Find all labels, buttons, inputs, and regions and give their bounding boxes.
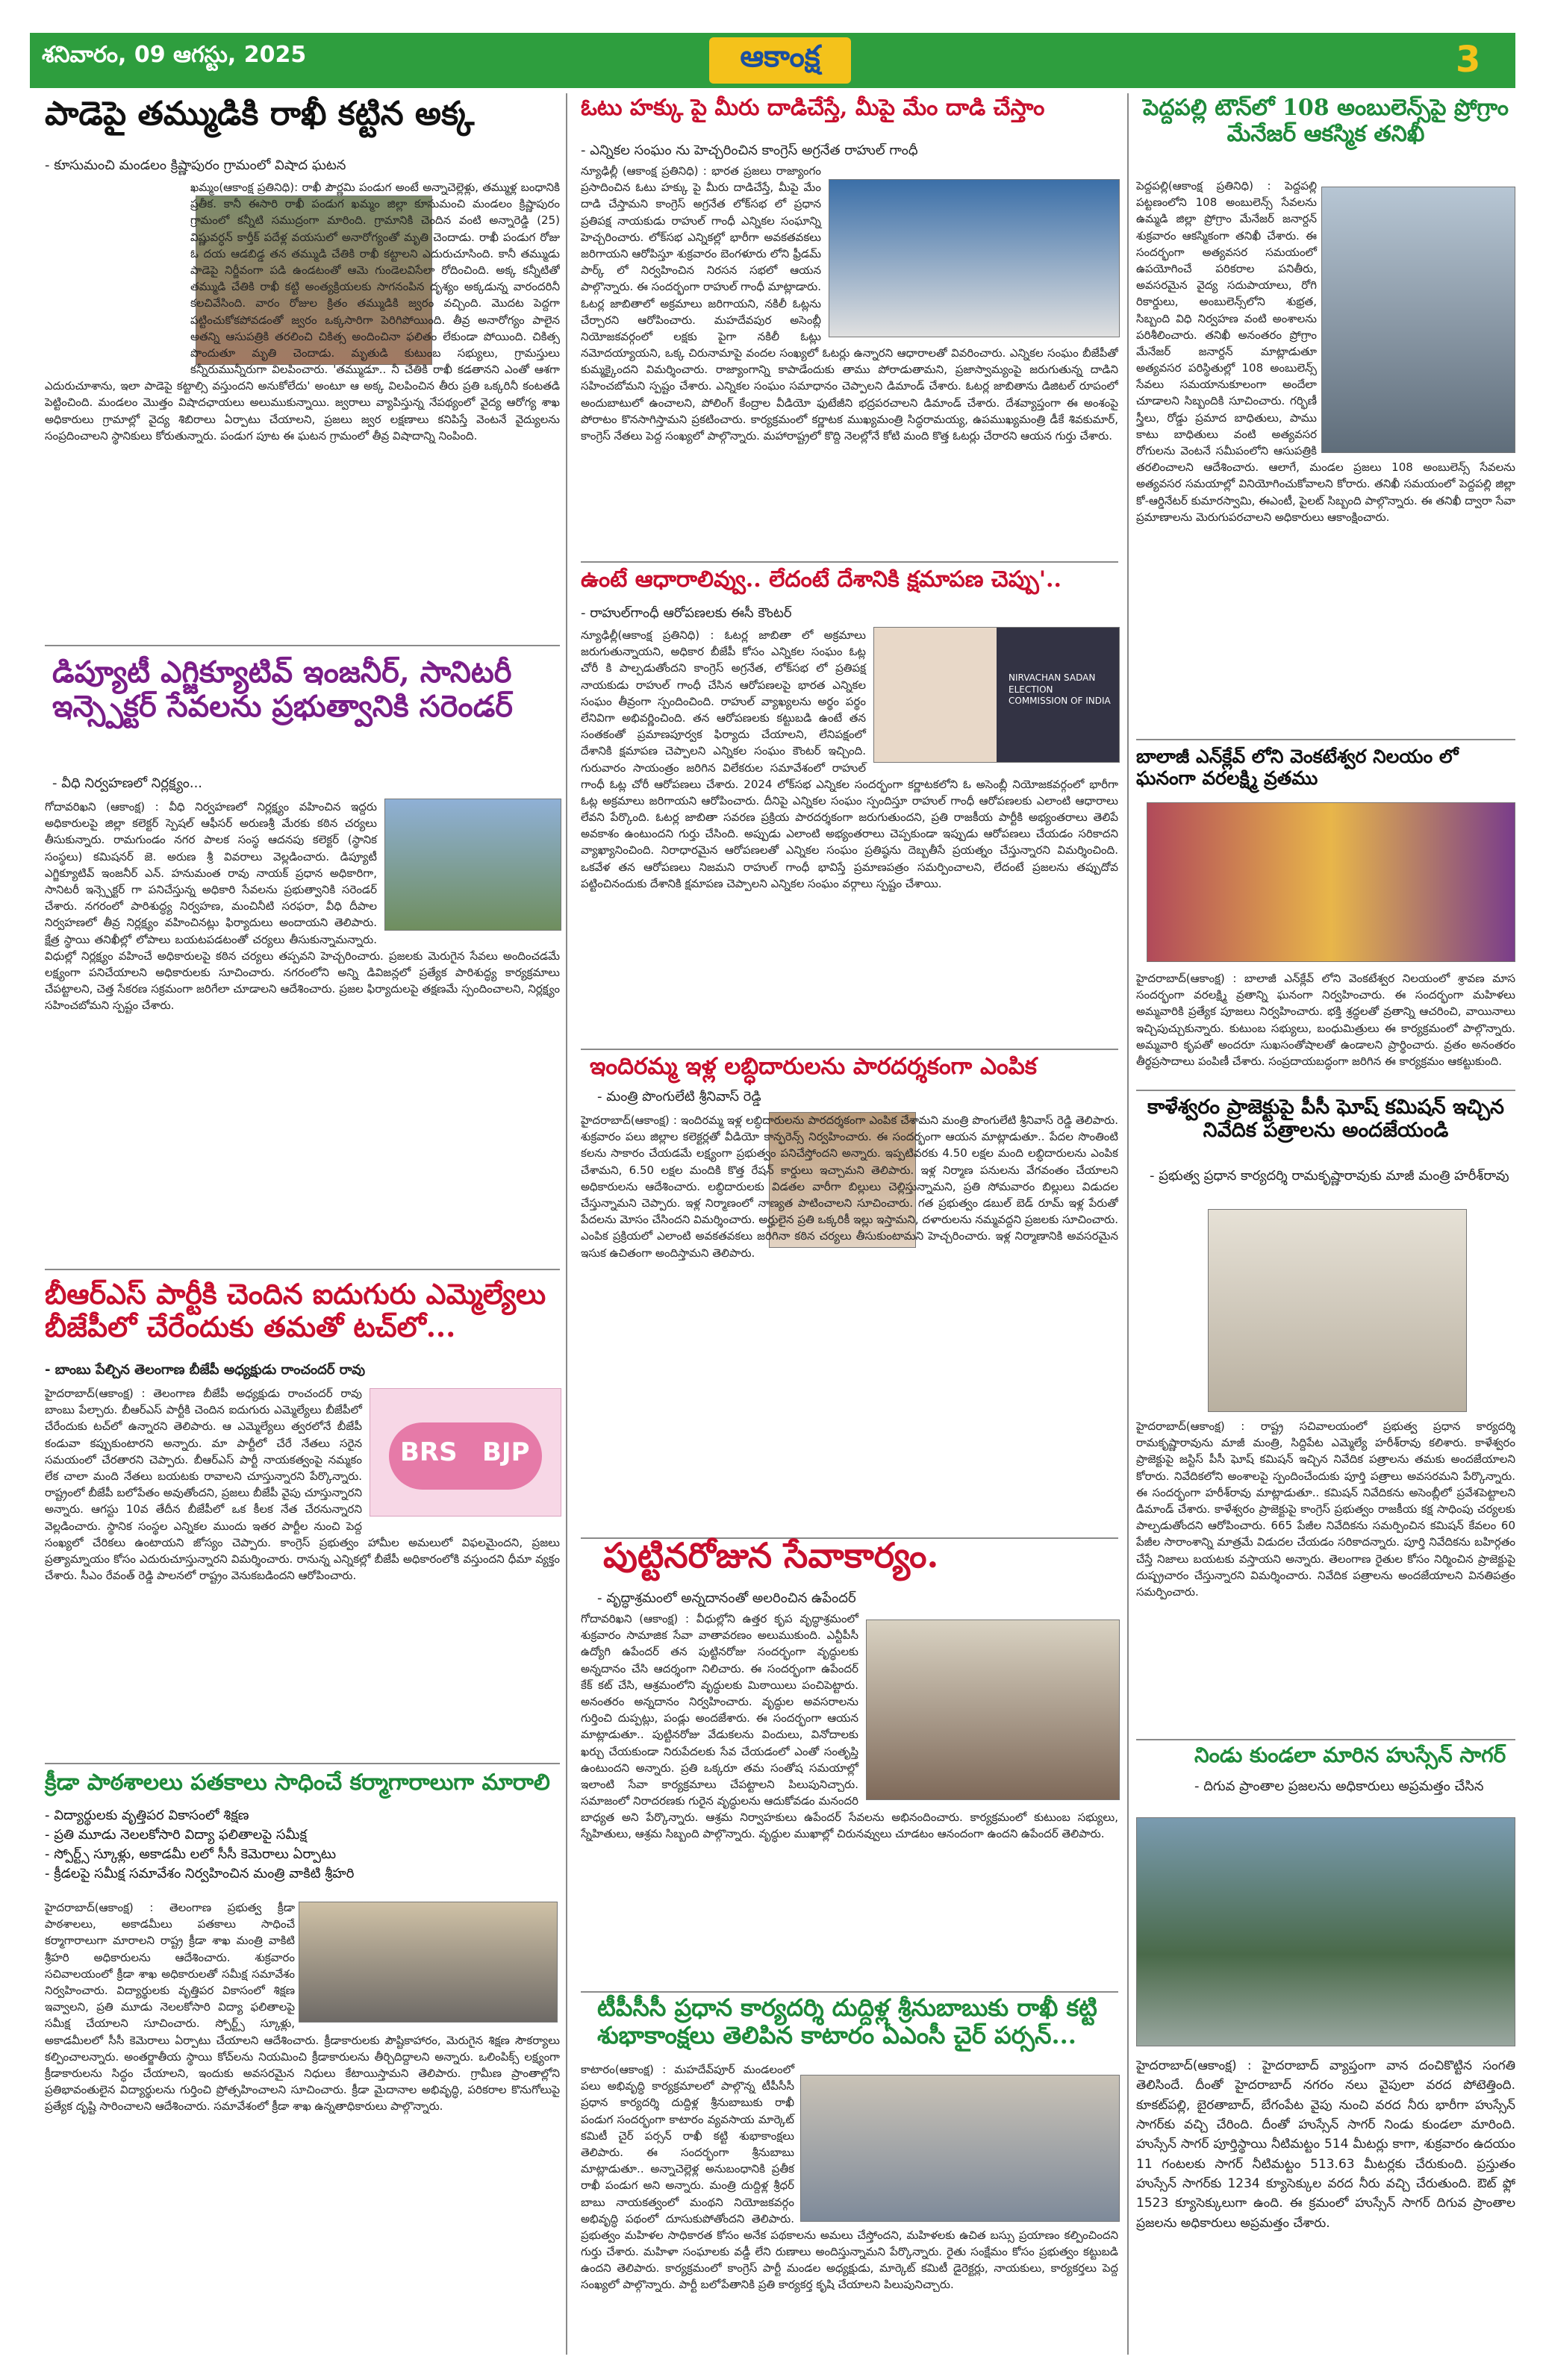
article-tpcc [581,2061,1118,2358]
headline-tpcc: టీపీసీసీ ప్రధాన కార్యదర్శి దుద్దిళ్ల శ్రీనుబాబుకు రాఖీ కట్టి శుభాకాంక్షలు తెలిపిన కాటారం ఏఎంసీ చైర్ పర్సన్... [597,1993,1097,2049]
article-vote [581,163,1118,552]
body-kaleshwaram: హైదరాబాద్(ఆకాంక్ష) : రాష్ట్ర సచివాలయంలో ప్రభుత్వ ప్రధాన కార్యదర్శి రామకృష్ణారావును మాజీ మంత్రి, సిద్దిపేట ఎమ్మెల్యే హరీశ్‌రావు కలిశారు. కాళేశ్వరం ప్రాజెక్టుపై జస్టిస్ పీసీ ఘోష్ కమిషన్ ఇచ్చిన నివేదిక పత్రాలను తమకు అందజేయాలని కోరారు. నివేదికలోని అంశాలపై స్పందించేందుకు పూర్తి పత్రాలు అవసరమని పేర్కొన్నారు. ఈ సందర్భంగా హరీశ్‌రావు మాట్లాడుతూ.. కమిషన్ నివేదికను అసెంబ్లీలో ప్రవేశపెట్టాలని డిమాండ్ చేశారు. కాళేశ్వరం ప్రాజెక్టుపై కాంగ్రెస్ ప్రభుత్వం రాజకీయ కక్ష సాధింపు చర్యలకు పాల్పడుతోందని ఆరోపించారు. 665 పేజీల నివేదికను సమర్పించిన కమిషన్ కేవలం 60 పేజీల సారాంశాన్ని మాత్రమే విడుదల చేయడం సరికాదన్నారు. పూర్తి నివేదికను బహిర్గతం చేస్తే నిజాలు బయటకు వస్తాయని అన్నారు. తెలంగాణ రైతుల కోసం నిర్మించిన ప్రాజెక్టుపై దుష్ప్రచారం చేస్తున్నారని విమర్శించారు. నివేదిక పత్రాలను అందజేయాలని వినతిపత్రం సమర్పించారు. [1136,1419,1515,1599]
body-brs: హైదరాబాద్(ఆకాంక్ష) : తెలంగాణ బీజేపీ అధ్యక్షుడు రాంచందర్ రావు బాంబు పేల్చారు. బీఆర్ఎస్ పార్టీకి చెందిన ఐదుగురు ఎమ్మెల్యేలు బీజేపీలో చేరేందుకు టచ్‌లో ఉన్నారని తెలిపారు. ఆ ఎమ్మెల్యేలు త్వరలోనే బీజేపీ కండువా కప్పుకుంటారని అన్నారు. మా పార్టీలో చేరే నేతలు సరైన సమయంలో చేరతారని చెప్పారు. బీఆర్ఎస్ పార్టీ నాయకత్వంపై నమ్మకం లేక చాలా మంది నేతలు బయటకు రావాలని చూస్తున్నారని పేర్కొన్నారు. రాష్ట్రంలో బీజేపీ బలోపేతం అవుతోందని, ప్రజలు బీజేపీ వైపు చూస్తున్నారని అన్నారు. ఆగస్టు 10వ తేదీన బీజేపీలో ఒక కీలక నేత చేరనున్నారని వెల్లడించారు. స్థానిక సంస్థల ఎన్నికల ముందు ఇతర పార్టీల నుంచి పెద్ద సంఖ్యలో చేరికలు ఉంటాయని జోస్యం చెప్పారు. కాంగ్రెస్ ప్రభుత్వం హామీల అమలులో విఫలమైందని, ప్రజలు ప్రత్యామ్నాయం కోసం ఎదురుచూస్తున్నారని విమర్శించారు. రానున్న ఎన్నికల్లో బీజేపీ అధికారంలోకి వస్తుందని ధీమా వ్యక్తం చేశారు. సీఎం రేవంత్ రెడ్డి పాలనలో రాష్ట్రం వెనుకబడిందని ఆరోపించారు. [45,1387,560,1583]
section-divider [581,1991,1118,1993]
section-divider [581,561,1118,563]
bullet-item: - ప్రతి మూడు నెలలకోసారి విద్యా ఫలితాలపై సమీక్ష [45,1827,307,1843]
headline-sports: క్రీడా పాఠశాలలు పతకాలు సాధించే కర్మాగారాలుగా మారాలి [45,1770,550,1796]
newspaper-logo [709,37,851,84]
subhead-birthday: - వృద్ధాశ్రమంలో అన్నదానంతో అలరించిన ఉపేందర్ [597,1590,856,1606]
article-evidence [581,627,1118,1041]
photo-vratham [1147,802,1515,962]
column-divider [1127,93,1129,2355]
subhead-indiramma: - మంత్రి పొంగులేటి శ్రీనివాస్ రెడ్డి [597,1089,761,1105]
section-divider [1136,739,1515,740]
headline-surrender: డిప్యూటీ ఎగ్జిక్యూటివ్ ఇంజనీర్, సానిటరీ ఇన్స్పెక్టర్ సేవలను ప్రభుత్వానికి సరెండర్ [52,655,514,724]
subhead-rakhi: - కూసుమంచి మండలం క్రిష్ణాపురం గ్రామంలో విషాద ఘటన [45,157,346,173]
section-divider [45,1763,560,1764]
body-rakhi: ఖమ్మం(ఆకాంక్ష ప్రతినిధి): రాఖీ పౌర్ణమి పండుగ అంటే అన్నాచెల్లెళ్లు, తమ్ముళ్ల బంధానికి ప్రతీక. కానీ ఈసారి రాఖీ పండుగ ఖమ్మం జిల్లా కూసుమంచి మండలం క్రిష్ణాపురం గ్రామంలో కన్నీటి సముద్రంగా మారింది. గ్రామానికి చెందిన వంటి అన్నారెడ్డి (25) విష్ణువర్ధన్ కార్తీక్ పదేళ్ల వయసులో అనారోగ్యంతో మృతి చెందాడు. రాఖీ పండుగ రోజు ఓ దయ ఆడబిడ్డ తన తమ్ముడి చేతికి రాఖీ కట్టాలని ఎదురుచూసింది. కానీ తమ్ముడు పాడెపై నిర్జీవంగా పడి ఉండటంతో ఆమె గుండెలవిసేలా రోదించింది. అక్క కన్నీటితో తమ్ముడి చేతికి రాఖీ కట్టి అంత్యక్రియలకు సాగనంపిన దృశ్యం అక్కడున్న వారందరినీ కలచివేసింది. వారం రోజుల క్రితం తమ్ముడికి జ్వరం వచ్చింది. మొదట పెద్దగా పట్టించుకోకపోవడంతో జ్వరం ఒక్కసారిగా పెరిగిపోయింది. తీవ్ర అనారోగ్యం పాలైన అతన్ని ఆసుపత్రికి తరలించి చికిత్స అందించినా ఫలితం లేకుండా పోయింది. చికిత్స పొందుతూ మృతి చెందాడు. మృతుడి కుటుంబ సభ్యులు, గ్రామస్తులు కన్నీరుమున్నీరుగా విలపించారు. 'తమ్ముడూ.. నీ చేతికి రాఖీ కడతానని ఎంతో ఆశగా ఎదురుచూశాను, ఇలా పాడెపై కట్టాల్సి వస్తుందని అనుకోలేదు' అంటూ ఆ అక్క విలపించిన తీరు ప్రతి ఒక్కరినీ కంటతడి పెట్టించింది. మండలం మొత్తం విషాదఛాయలు అలుముకున్నాయి. జ్వరాలు వ్యాపిస్తున్న నేపథ్యంలో వైద్య ఆరోగ్య శాఖ అధికారులు గ్రామాల్లో వైద్య శిబిరాలు ఏర్పాటు చేయాలని, ప్రజలు జ్వర లక్షణాలు కనిపిస్తే వెంటనే వైద్యులను సంప్రదించాలని స్థానికులు కోరుతున్నారు. పండుగ పూట ఈ ఘటన గ్రామంలో తీవ్ర విషాదాన్ని నింపింది. [45,181,560,443]
body-hussain: హైదరాబాద్(ఆకాంక్ష) : హైదరాబాద్ వ్యాప్తంగా వాన దంచికొట్టిన సంగతి తెలిసిందే. దీంతో హైదరాబాద్ నగరం నలు వైపులా వరద పోటెత్తింది. కూకట్‌పల్లి, బైరతాబాద్, బేగంపేట వైపు నుంచి వరద నీరు భారీగా హుస్సేన్ సాగర్‌కు వచ్చి చేరింది. దీంతో హుస్సేన్ సాగర్ నిండు కుండలా మారింది. హుస్సేన్ సాగర్ పూర్తిస్థాయి నీటిమట్టం 514 మీటర్లు కాగా, శుక్రవారం ఉదయం 11 గంటలకు సాగర్ నీటిమట్టం 513.63 మీటర్లకు చేరుకుంది. ప్రస్తుతం హుస్సేన్ సాగర్‌కు 1234 క్యూసెక్కుల వరద నీరు వచ్చి చేరుతుంది. ఔట్ ఫ్లో 1523 క్యూసెక్కులుగా ఉంది. ఈ క్రమంలో హుస్సేన్ సాగర్ దిగువ ప్రాంతాల ప్రజలను అధికారులు అప్రమత్తం చేశారు. [1136,2058,1515,2231]
headline-kaleshwaram: కాళేశ్వరం ప్రాజెక్టుపై పీసీ ఘోష్ కమిషన్ ఇచ్చిన నివేదిక పత్రాలను అందజేయండి [1147,1096,1505,1143]
article-hussain [1136,2056,1515,2358]
article-ambulance [1136,178,1515,730]
photo-hussain-sagar [1136,1817,1515,2046]
headline-vote: ఓటు హక్కు పై మీరు దాడిచేస్తే, మీపై మేం దాడి చేస్తాం [581,95,1045,121]
subhead-vote: - ఎన్నికల సంఘం ను హెచ్చరించిన కాంగ్రెస్ అగ్రనేత రాహుల్ గాంధీ [581,143,918,158]
ec-sign-text: NIRVACHAN SADAN ELECTION COMMISSION OF INDIA [1009,672,1111,707]
section-divider [45,1269,560,1270]
subhead-hussain: - దిగువ ప్రాంతాల ప్రజలను అధికారులు అప్రమత్తం చేసిన [1194,1778,1484,1794]
headline-brs: బీఆర్ఎస్ పార్టీకి చెందిన ఐదుగురు ఎమ్మెల్యేలు బీజేపీలో చేరేందుకు తమతో టచ్‌లో... [45,1277,546,1343]
body-varalakshmi: హైదరాబాద్(ఆకాంక్ష) : బాలాజీ ఎన్‌క్లేవ్ లోని వెంకటేశ్వర నిలయంలో శ్రావణ మాస సందర్భంగా వరలక్ష్మి వ్రతాన్ని ఘనంగా నిర్వహించారు. ఈ సందర్భంగా మహిళలు అమ్మవారికి ప్రత్యేక పూజలు నిర్వహించారు. భక్తి శ్రద్ధలతో వ్రతాన్ని ఆచరించి, వాయినాలు ఇచ్చిపుచ్చుకున్నారు. కుటుంబ సభ్యులు, బంధుమిత్రులు ఈ కార్యక్రమంలో పాల్గొన్నారు. అమ్మవారి కృపతో అందరూ సుఖసంతోషాలతో ఉండాలని ప్రార్థించారు. వ్రతం అనంతరం తీర్థప్రసాదాలు పంపిణీ చేశారు. సంప్రదాయబద్ధంగా జరిగిన ఈ కార్యక్రమం ఆకట్టుకుంది. [1136,972,1515,1068]
headline-evidence: ఉంటే ఆధారాలివ్వు.. లేదంటే దేశానికి క్షమాపణ చెప్పు'.. [581,566,1062,593]
section-divider [581,1049,1118,1050]
section-divider [1136,1739,1515,1740]
subhead-brs: - బాంబు పేల్చిన తెలంగాణ బీజేపీ అధ్యక్షుడు రాంచందర్ రావు [45,1362,366,1378]
article-surrender [45,799,560,1258]
logo-text: ఆకాంక్ష [740,40,820,74]
bullet-item: - విద్యార్థులకు వృత్తిపర వికాసంలో శిక్షణ [45,1808,249,1823]
subhead-evidence: - రాహుల్‌గాంధీ ఆరోపణలకు ఈసీ కౌంటర్ [581,605,792,621]
bullet-item: - స్పోర్ట్స్ స్కూళ్లు, అకాడమీ లలో సీసీ కెమెరాలు ఏర్పాటు [45,1846,337,1863]
headline-ambulance: పెద్దపల్లి టౌన్‌లో 108 అంబులెన్స్‌పై ప్రోగ్రాం మేనేజర్ ఆకస్మిక తనిఖీ [1142,95,1509,147]
photo-harish-rao [1208,1209,1467,1412]
issue-date: శనివారం, 09 ఆగస్టు, 2025 [42,42,307,68]
headline-hussain: నిండు కుండలా మారిన హుస్సేన్ సాగర్ [1194,1743,1506,1767]
section-divider [1136,1090,1515,1091]
article-birthday [581,1611,1118,1984]
body-surrender: గోదావరిఖని (ఆకాంక్ష) : వీధి నిర్వహణలో నిర్లక్ష్యం వహించిన ఇద్దరు అధికారులపై జిల్లా కలెక్టర్ స్పెషల్ ఆఫీసర్ అరుణశ్రీ మేరకు కఠిన చర్యలు తీసుకున్నారు. రామగుండం నగర పాలక సంస్థ ఆదనపు కలెక్టర్ (స్థానిక సంస్థలు) కమిషనర్ జె. అరుణ శ్రీ వివరాలు వెల్లడించారు. డిప్యూటీ ఎగ్జిక్యూటివ్ ఇంజనీర్ ఎన్. హనుమంత రావు నాయక్ ప్రధాన అధికారిగా, సానిటరీ ఇన్స్పెక్టర్ గా పనిచేస్తున్న అధికారి సేవలను ప్రభుత్వానికి సరెండర్ చేశారు. నగరంలో పారిశుద్ధ్య నిర్వహణ, మంచినీటి సరఫరా, వీధి దీపాల నిర్వహణలో తీవ్ర నిర్లక్ష్యం వహించినట్లు ఫిర్యాదులు అందాయని తెలిపారు. క్షేత్ర స్థాయి తనిఖీల్లో లోపాలు బయటపడటంతో చర్యలు తీసుకున్నామన్నారు. విధుల్లో నిర్లక్ష్యం వహించే అధికారులపై కఠిన చర్యలు తప్పవని హెచ్చరించారు. ప్రజలకు మెరుగైన సేవలు అందించడమే లక్ష్యంగా పనిచేయాలని అధికారులకు సూచించారు. నగరంలోని అన్ని డివిజన్లలో ప్రత్యేక పారిశుద్ధ్య కార్యక్రమాలు చేపట్టాలని, చెత్త సేకరణ సక్రమంగా జరిగేలా చూడాలని ఆదేశించారు. ప్రజల ఫిర్యాదులపై తక్షణమే స్పందించాలని, నిర్లక్ష్యం సహించబోమని స్పష్టం చేశారు. [45,800,560,1013]
badge-bjp: BJP [482,1437,530,1467]
headline-varalakshmi: బాలాజీ ఎన్‌క్లేవ్ లోని వెంకటేశ్వర నిలయం లో ఘనంగా వరలక్ష్మి వ్రతము [1136,746,1459,789]
body-vote: న్యూఢిల్లీ (ఆకాంక్ష ప్రతినిధి) : భారత ప్రజలు రాజ్యాంగం ప్రసాదించిన ఓటు హక్కు పై మీరు దాడిచేస్తే, మీపై మేం దాడి చేస్తామని కాంగ్రెస్ అగ్రనేత లోక్‌సభ లో ప్రధాన ప్రతిపక్ష నాయకుడు రాహుల్ గాంధీ ఎన్నికల సంఘాన్ని హెచ్చరించారు. లోక్‌సభ ఎన్నికల్లో భారీగా అవకతవకలు జరిగాయని ఆరోపిస్తూ శుక్రవారం బెంగళూరు లోని ఫ్రీడమ్ పార్క్ లో నిర్వహించిన నిరసన సభలో ఆయన పాల్గొన్నారు. ఈ సందర్భంగా రాహుల్ గాంధీ మాట్లాడారు. ఓటర్ల జాబితాలో అక్రమాలు జరిగాయని, నకిలీ ఓట్లను చేర్చారని ఆరోపించారు. మహదేవపుర అసెంబ్లీ నియోజకవర్గంలో లక్షకు పైగా నకిలీ ఓట్లు నమోదయ్యాయని, ఒక్క చిరునామాపై వందల సంఖ్యలో ఓటర్లు ఉన్నారని ఆధారాలతో వివరించారు. ఎన్నికల సంఘం బీజేపీతో కుమ్మక్కైందని విమర్శించారు. రాజ్యాంగాన్ని కాపాడేందుకు తాము పోరాడుతామని, ప్రజాస్వామ్యంపై జరుగుతున్న దాడిని సహించబోమని స్పష్టం చేశారు. ఎన్నికల సంఘం సమాధానం చెప్పాలని డిమాండ్ చేశారు. ఓటర్ల జాబితాను డిజిటల్ రూపంలో అందుబాటులో ఉంచాలని, పోలింగ్ కేంద్రాల వీడియో ఫుటేజీని భద్రపరచాలని డిమాండ్ చేశారు. దేశవ్యాప్తంగా ఈ అంశంపై పోరాటం కొనసాగిస్తామని ప్రకటించారు. కార్యక్రమంలో కర్ణాటక ముఖ్యమంత్రి సిద్ధరామయ్య, ఉపముఖ్యమంత్రి డీకే శివకుమార్, కాంగ్రెస్ నేతలు పెద్ద సంఖ్యలో పాల్గొన్నారు. మహారాష్ట్రలో కొద్ది నెలల్లోనే కోటి మంది కొత్త ఓటర్లు చేరారని ఆయన గుర్తు చేశారు. [581,164,1118,443]
article-indiramma [581,1112,1118,1530]
headline-birthday: పుట్టినరోజున సేవాకార్యం. [603,1535,939,1575]
body-sports: హైదరాబాద్(ఆకాంక్ష) : తెలంగాణ ప్రభుత్వ క్రీడా పాఠశాలలు, అకాడమీలు పతకాలు సాధించే కర్మాగారాలుగా మారాలని రాష్ట్ర క్రీడా శాఖ మంత్రి వాకిటి శ్రీహరి అధికారులను ఆదేశించారు. శుక్రవారం సచివాలయంలో క్రీడా శాఖ అధికారులతో సమీక్ష సమావేశం నిర్వహించారు. విద్యార్థులకు వృత్తిపర వికాసంలో శిక్షణ ఇవ్వాలని, ప్రతి మూడు నెలలకోసారి విద్యా ఫలితాలపై సమీక్ష చేయాలని సూచించారు. స్పోర్ట్స్ స్కూళ్లు, అకాడమీలలో సీసీ కెమెరాలు ఏర్పాటు చేయాలని ఆదేశించారు. క్రీడాకారులకు పౌష్టికాహారం, మెరుగైన శిక్షణ సౌకర్యాలు కల్పించాలన్నారు. అంతర్జాతీయ స్థాయి కోచ్‌లను నియమించి క్రీడాకారులను తీర్చిదిద్దాలని అన్నారు. ఒలింపిక్స్ లక్ష్యంగా క్రీడాకారులను సిద్ధం చేయాలని, ఇందుకు అవసరమైన నిధులు కేటాయిస్తామని తెలిపారు. గ్రామీణ ప్రాంతాల్లోని ప్రతిభావంతులైన విద్యార్థులను గుర్తించి ప్రోత్సహించాలని సూచించారు. క్రీడా మైదానాల అభివృద్ధి, పరికరాల కొనుగోలుపై ప్రత్యేక దృష్టి సారించాలని ఆదేశించారు. సమావేశంలో క్రీడా శాఖ ఉన్నతాధికారులు పాల్గొన్నారు. [45,1901,560,2114]
article-rakhi [45,179,560,636]
badge-brs: BRS [400,1437,458,1467]
page-number: 3 [1456,39,1481,81]
sports-bullets [45,1806,560,1884]
article-sports [45,1899,560,2358]
body-indiramma: హైదరాబాద్(ఆకాంక్ష) : ఇందిరమ్మ ఇళ్ల లబ్ధిదారులను పారదర్శకంగా ఎంపిక చేశామని మంత్రి పొంగులేటి శ్రీనివాస్ రెడ్డి తెలిపారు. శుక్రవారం పలు జిల్లాల కలెక్టర్లతో వీడియో కాన్ఫరెన్స్ నిర్వహించారు. ఈ సందర్భంగా ఆయన మాట్లాడుతూ.. పేదల సొంతింటి కలను సాకారం చేయడమే లక్ష్యంగా ప్రభుత్వం పనిచేస్తోందని అన్నారు. ఇప్పటివరకు 4.50 లక్షల మంది లబ్ధిదారులను ఎంపిక చేశామని, 6.50 లక్షల మందికి కొత్త రేషన్ కార్డులు ఇచ్చామని తెలిపారు. ఇళ్ల నిర్మాణ పనులను వేగవంతం చేయాలని అధికారులను ఆదేశించారు. లబ్ధిదారులకు విడతల వారీగా బిల్లులు చెల్లిస్తున్నామని, ప్రతి సోమవారం బిల్లులు విడుదల చేస్తున్నామని చెప్పారు. ఇళ్ల నిర్మాణంలో నాణ్యత పాటించాలని సూచించారు. గత ప్రభుత్వం డబుల్ బెడ్ రూమ్ ఇళ్ల పేరుతో పేదలను మోసం చేసిందని విమర్శించారు. అర్హులైన ప్రతి ఒక్కరికీ ఇల్లు ఇస్తామని, దళారులను నమ్మవద్దని ప్రజలకు సూచించారు. ఎంపిక ప్రక్రియలో ఎలాంటి అవకతవకలు జరిగినా కఠిన చర్యలు తీసుకుంటామని హెచ్చరించారు. ఇళ్ల నిర్మాణానికి అవసరమైన ఇసుక ఉచితంగా అందిస్తామని తెలిపారు. [581,1114,1118,1260]
column-divider [566,93,567,2355]
body-evidence: న్యూఢిల్లీ(ఆకాంక్ష ప్రతినిధి) : ఓటర్ల జాబితా లో అక్రమాలు జరుగుతున్నాయని, అధికార బీజేపీ కోసం ఎన్నికల సంఘం ఓట్ల చోరీ కి పాల్పడుతోందని కాంగ్రెస్ అగ్రనేత, లోక్‌సభ లో ప్రతిపక్ష నాయకుడు రాహుల్ గాంధీ చేసిన ఆరోపణలపై భారత ఎన్నికల సంఘం తీవ్రంగా స్పందించింది. రాహుల్ వ్యాఖ్యలను అర్థం పర్థం లేనివిగా అభివర్ణించింది. తన ఆరోపణలకు కట్టుబడి ఉంటే తన సంతకంతో ప్రమాణపూర్వక ఫిర్యాదు చేయాలని, లేనిపక్షంలో దేశానికి క్షమాపణ చెప్పాలని ఎన్నికల సంఘం కౌంటర్ ఇచ్చింది. గురువారం సాయంత్రం జరిగిన విలేకరుల సమావేశంలో రాహుల్ గాంధీ ఓట్ల చోరీ ఆరోపణలు చేశారు. 2024 లోక్‌సభ ఎన్నికల సందర్భంగా కర్ణాటకలోని ఓ అసెంబ్లీ నియోజకవర్గంలో భారీగా ఓట్ల అక్రమాలు జరిగాయని ఆరోపించారు. దీనిపై ఎన్నికల సంఘం స్పందిస్తూ రాహుల్ గాంధీ ఆరోపణలకు ఎలాంటి ఆధారాలు లేవని పేర్కొంది. ఓటర్ల జాబితా సవరణ ప్రక్రియ పారదర్శకంగా జరుగుతుందని, ప్రతి రాజకీయ పార్టీకి అభ్యంతరాలు తెలిపే అవకాశం ఉంటుందని గుర్తు చేసింది. అప్పుడు ఎలాంటి అభ్యంతరాలు చెప్పకుండా ఇప్పుడు ఆరోపణలు చేయడం సరికాదని వ్యాఖ్యానించింది. నిరాధారమైన ఆరోపణలతో ఎన్నికల సంఘం ప్రతిష్ఠను దెబ్బతీసే ప్రయత్నం చేస్తున్నారని విమర్శించింది. ఒకవేళ తన ఆరోపణలు నిజమని రాహుల్ గాంధీ భావిస్తే ప్రమాణపత్రం సమర్పించాలని, లేదంటే ప్రజలను తప్పుదోవ పట్టించినందుకు దేశానికి క్షమాపణ చెప్పాలని ఎన్నికల సంఘం వర్గాలు స్పష్టం చేశాయి. [581,628,1118,890]
article-kaleshwaram [1136,1418,1515,1731]
body-birthday: గోదావరిఖని (ఆకాంక్ష) : వీధుల్లోని ఉత్తర కృప వృద్ధాశ్రమంలో శుక్రవారం సామాజిక సేవా వాతావరణం అలుముకుంది. ఎన్టీపీసీ ఉద్యోగి ఉపేందర్ తన పుట్టినరోజు సందర్భంగా వృద్ధులకు అన్నదానం చేసి ఆదర్శంగా నిలిచారు. ఈ సందర్భంగా ఉపేందర్ కేక్ కట్ చేసి, ఆశ్రమంలోని వృద్ధులకు మిఠాయిలు పంచిపెట్టారు. అనంతరం అన్నదానం నిర్వహించారు. వృద్ధుల అవసరాలను గుర్తించి దుప్పట్లు, పండ్లు అందజేశారు. ఈ సందర్భంగా ఆయన మాట్లాడుతూ.. పుట్టినరోజు వేడుకలను విందులు, వినోదాలకు ఖర్చు చేయకుండా నిరుపేదలకు సేవ చేయడంలో ఎంతో సంతృప్తి ఉంటుందని అన్నారు. ప్రతి ఒక్కరూ తమ సంతోష సమయాల్లో ఇలాంటి సేవా కార్యక్రమాలు చేపట్టాలని పిలుపునిచ్చారు. సమాజంలో నిరాదరణకు గురైన వృద్ధులను ఆదుకోవడం మనందరి బాధ్యత అని పేర్కొన్నారు. ఆశ్రమ నిర్వాహకులు ఉపేందర్ సేవలను అభినందించారు. కార్యక్రమంలో కుటుంబ సభ్యులు, స్నేహితులు, ఆశ్రమ సిబ్బంది పాల్గొన్నారు. వృద్ధుల ముఖాల్లో చిరునవ్వులు చూడటం ఆనందంగా ఉందని ఉపేందర్ తెలిపారు. [581,1612,1118,1841]
section-divider [45,645,560,646]
article-brs [45,1385,560,1755]
headline-indiramma: ఇందిరమ్మ ఇళ్ల లబ్ధిదారులను పారదర్శకంగా ఎంపిక [590,1053,1037,1080]
body-tpcc: కాటారం(ఆకాంక్ష) : మహదేవ్‌పూర్ మండలంలో పలు అభివృద్ధి కార్యక్రమాలలో పాల్గొన్న టీపీసీసీ ప్రధాన కార్యదర్శి దుద్దిళ్ల శ్రీనుబాబుకు రాఖీ పండుగ సందర్భంగా కాటారం వ్యవసాయ మార్కెట్ కమిటీ చైర్ పర్సన్ రాఖీ కట్టి శుభాకాంక్షలు తెలిపారు. ఈ సందర్భంగా శ్రీనుబాబు మాట్లాడుతూ.. అన్నాచెల్లెళ్ల అనుబంధానికి ప్రతీక రాఖీ పండుగ అని అన్నారు. మంత్రి దుద్దిళ్ల శ్రీధర్ బాబు నాయకత్వంలో మంథని నియోజకవర్గం అభివృద్ధి పథంలో దూసుకుపోతోందని తెలిపారు. ప్రభుత్వం మహిళల సాధికారత కోసం అనేక పథకాలను అమలు చేస్తోందని, మహిళలకు ఉచిత బస్సు ప్రయాణం కల్పించిందని గుర్తు చేశారు. మహిళా సంఘాలకు వడ్డీ లేని రుణాలు అందిస్తున్నామని పేర్కొన్నారు. రైతు సంక్షేమం కోసం ప్రభుత్వం కట్టుబడి ఉందని తెలిపారు. కార్యక్రమంలో కాంగ్రెస్ పార్టీ మండల అధ్యక్షుడు, మార్కెట్ కమిటీ డైరెక్టర్లు, నాయకులు, కార్యకర్తలు పెద్ద సంఖ్యలో పాల్గొన్నారు. పార్టీ బలోపేతానికి ప్రతి కార్యకర్త కృషి చేయాలని పిలుపునిచ్చారు. [581,2063,1118,2292]
subhead-surrender: - వీధి నిర్వహణలో నిర్లక్ష్యం... [52,775,203,791]
bullet-item: - క్రీడలపై సమీక్ష సమావేశం నిర్వహించిన మంత్రి వాకిటి శ్రీహరి [45,1866,355,1882]
body-ambulance: పెద్దపల్లి(ఆకాంక్ష ప్రతినిధి) : పెద్దపల్లి పట్టణంలోని 108 అంబులెన్స్ సేవలను ఉమ్మడి జిల్లా ప్రోగ్రాం మేనేజర్ జనార్దన్ శుక్రవారం ఆకస్మికంగా తనిఖీ చేశారు. ఈ సందర్భంగా అత్యవసర సమయంలో ఉపయోగించే పరికరాల పనితీరు, అవసరమైన వైద్య సదుపాయాలు, రోగి రికార్డులు, అంబులెన్స్‌లోని శుభ్రత, సిబ్బంది విధి నిర్వహణ వంటి అంశాలను పరిశీలించారు. తనిఖీ అనంతరం ప్రోగ్రాం మేనేజర్ జనార్దన్ మాట్లాడుతూ అత్యవసర పరిస్థితుల్లో 108 అంబులెన్స్ సేవలు సమయానుకూలంగా అందేలా చూడాలని సిబ్బందికి సూచించారు. గర్భిణీ స్త్రీలు, రోడ్డు ప్రమాద బాధితులు, పాము కాటు బాధితులు వంటి అత్యవసర రోగులను వెంటనే సమీపంలోని ఆసుపత్రికి తరలించాలని ఆదేశించారు. ఆలాగే, మండల ప్రజలు 108 అంబులెన్స్ సేవలను అత్యవసర సమయాల్లో వినియోగించుకోవాలని కోరారు. తనిఖీ సమయంలో పెద్దపల్లి జిల్లా కో-ఆర్డినేటర్ కుమారస్వామి, ఈఎంటీ, పైలట్ సిబ్బంది పాల్గొన్నారు. ఈ తనిఖీ ద్వారా సేవా ప్రమాణాలను మెరుగుపరచాలని అధికారులు ఆకాంక్షించారు. [1136,179,1515,524]
article-varalakshmi [1136,970,1515,1082]
headline-rakhi: పాడెపై తమ్ముడికి రాఖీ కట్టిన అక్క [45,95,475,133]
subhead-kaleshwaram: - ప్రభుత్వ ప్రధాన కార్యదర్శి రామకృష్ణారావుకు మాజీ మంత్రి హరీశ్‌రావు [1150,1168,1509,1184]
